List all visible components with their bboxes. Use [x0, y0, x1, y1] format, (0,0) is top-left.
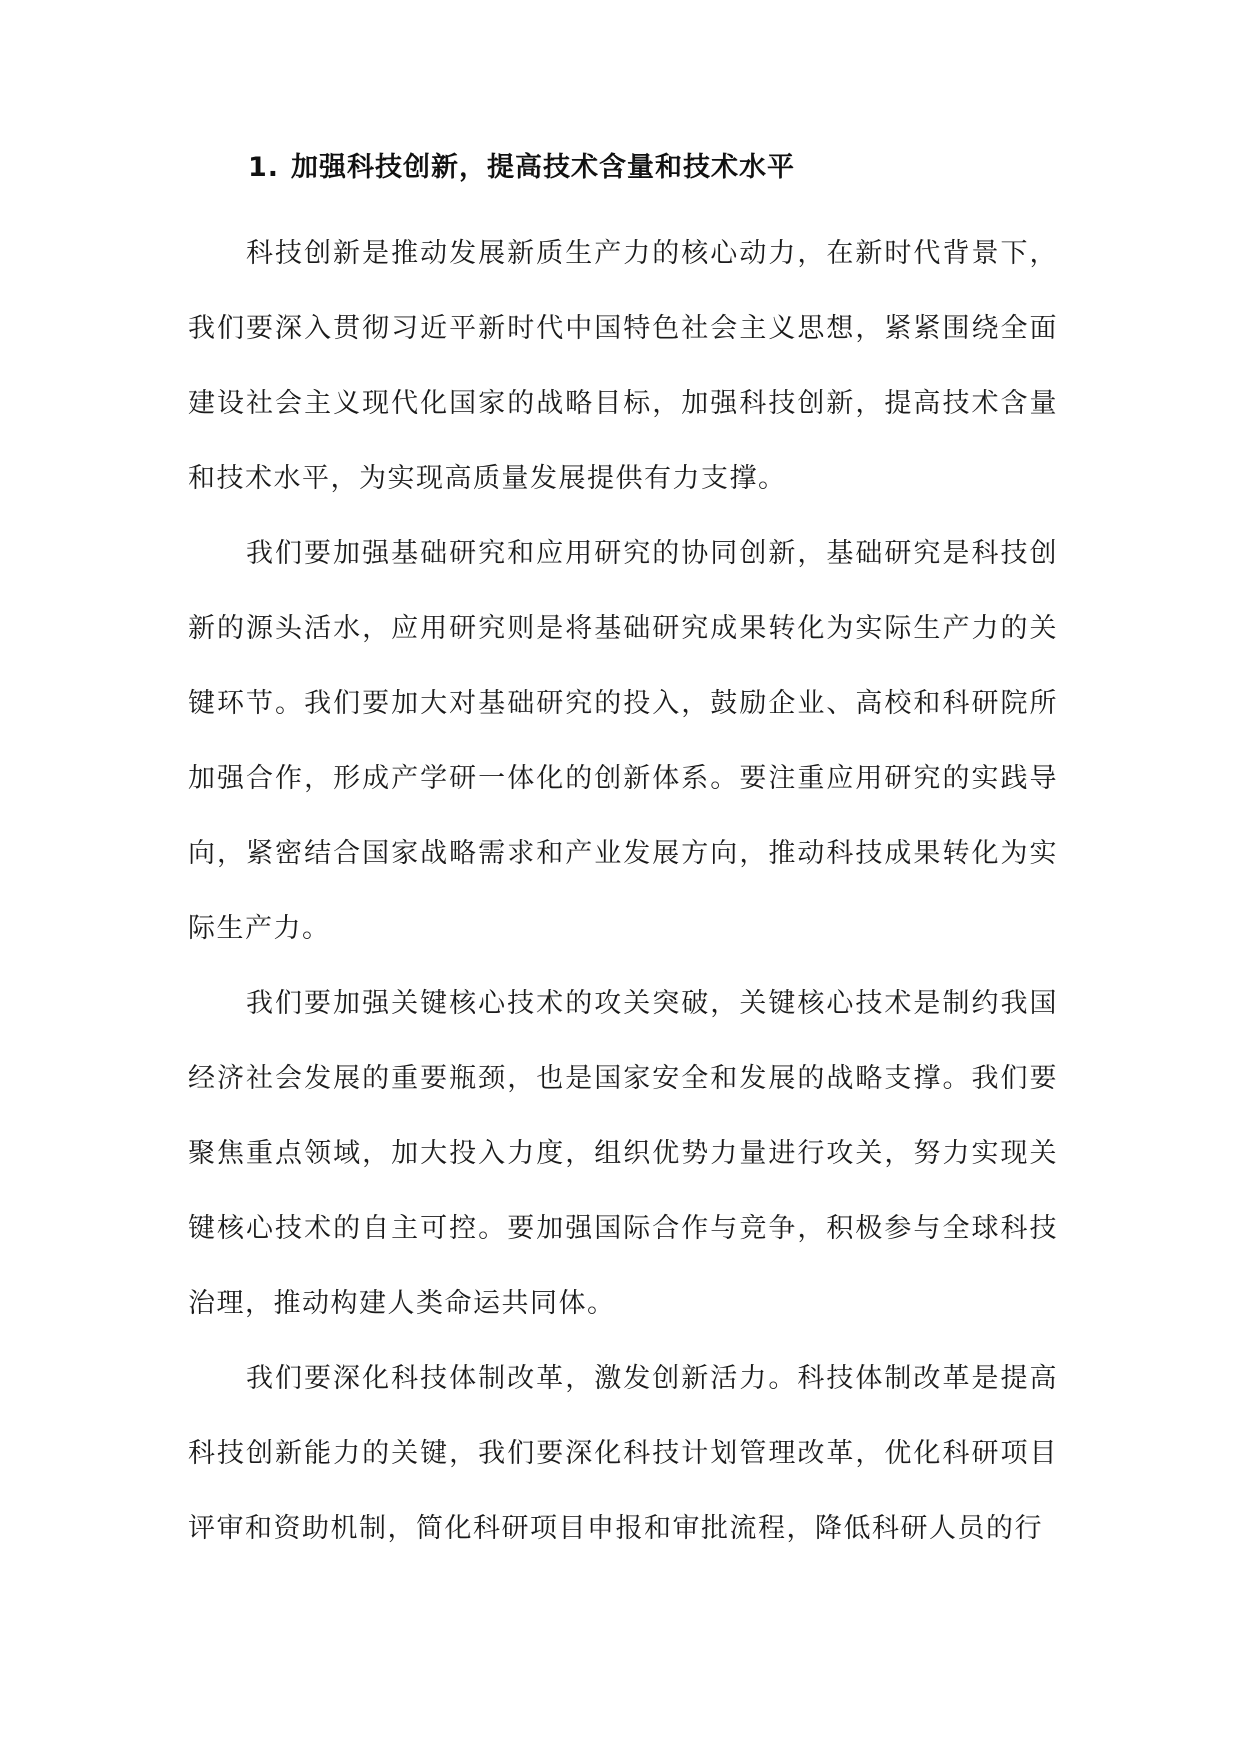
paragraph-2: 我们要加强基础研究和应用研究的协同创新，基础研究是科技创新的源头活水，应用研究则是将基础研究成果转化为实际生产力的关键环节。我们要加大对基础研究的投入，鼓励企业、高校和科研院所加强合作，形成产学研一体化的创新体系。要注重应用研究的实践导向，紧密结合国家战略需求和产业发展方向，推动科技成果转化为实际生产力。	[188, 538, 1058, 944]
paragraph-3: 我们要加强关键核心技术的攻关突破，关键核心技术是制约我国经济社会发展的重要瓶颈，也是国家安全和发展的战略支撑。我们要聚焦重点领域，加大投入力度，组织优势力量进行攻关，努力实现关键核心技术的自主可控。要加强国际合作与竞争，积极参与全球科技治理，推动构建人类命运共同体。	[188, 988, 1058, 1319]
section-title: 加强科技创新，提高技术含量和技术水平	[291, 152, 796, 183]
paragraph-4: 我们要深化科技体制改革，激发创新活力。科技体制改革是提高科技创新能力的关键，我们要深化科技计划管理改革，优化科研项目评审和资助机制，简化科研项目申报和审批流程，降低科研人员的行	[188, 1363, 1058, 1544]
section-number: 1.	[248, 152, 280, 183]
section-heading	[248, 148, 1058, 188]
document-body	[188, 148, 1058, 1566]
paragraph-1: 科技创新是推动发展新质生产力的核心动力，在新时代背景下，我们要深入贯彻习近平新时代中国特色社会主义思想，紧紧围绕全面建设社会主义现代化国家的战略目标，加强科技创新，提高技术含量和技术水平，为实现高质量发展提供有力支撑。	[188, 238, 1058, 494]
